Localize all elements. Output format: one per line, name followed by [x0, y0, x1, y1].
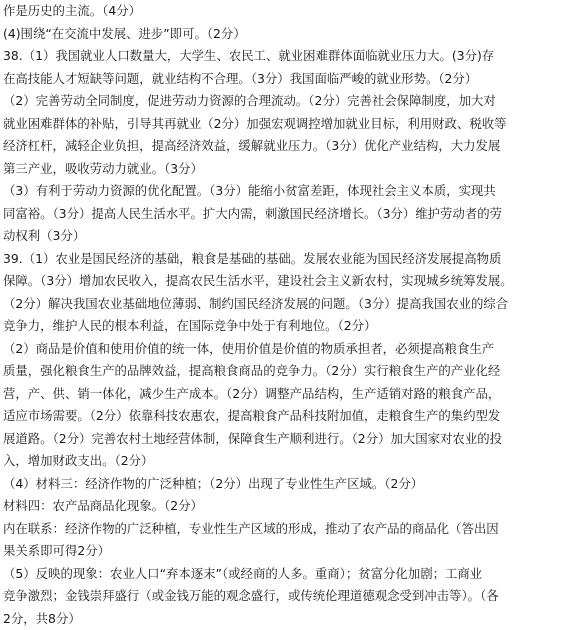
text-line: (4)围绕“在交流中发展、进步”即可。（2分）: [3, 23, 563, 46]
text-line: （4）材料三：经济作物的广泛种植；（2分）出现了专业性生产区域。（2分）: [3, 473, 563, 496]
text-line: 入，增加财政支出。（2分）: [3, 450, 563, 473]
text-line: （3）有利于劳动力资源的优化配置。（3分）能缩小贫富差距，体现社会主义本质，实现共: [3, 180, 563, 203]
text-line: 动权利（3分）: [3, 225, 563, 248]
text-line: （2）完善劳动全同制度，促进劳动力资源的合理流动。（2分）完善社会保障制度，加大对: [3, 90, 563, 113]
text-line: 适应市场需要。（2分）依靠科技农惠农，提高粮食产品科技附加值，走粮食生产的集约型发: [3, 405, 563, 428]
text-line: 竞争力，维护人民的根本利益，在国际竞争中处于有利地位。（2分）: [3, 315, 563, 338]
text-line: 内在联系：经济作物的广泛种植，专业性生产区域的形成，推动了农产品的商品化（答出因: [3, 518, 563, 541]
text-line: 保障。（3分）增加农民收入，提高农民生活水平，建设社会主义新农村，实现城乡统筹发展。: [3, 270, 563, 293]
text-line: 作是历史的主流。（4分）: [3, 0, 563, 23]
text-line: 第三产业，吸收劳动力就业。（3分）: [3, 158, 563, 181]
text-line: 2分，共8分）: [3, 608, 563, 630]
text-line: 果关系即可得2分）: [3, 540, 563, 563]
text-line: 竞争激烈；金钱崇拜盛行（或金钱万能的观念盛行，或传统伦理道德观念受到冲击等）。（各: [3, 585, 563, 608]
text-line: 同富裕。（3分）提高人民生活水平。扩大内需，刺激国民经济增长。（3分）维护劳动者的劳: [3, 203, 563, 226]
text-line: （2分）解决我国农业基础地位薄弱、制约国民经济发展的问题。（3分）提高我国农业的综合: [3, 293, 563, 316]
text-line: （2）商品是价值和使用价值的统一体，使用价值是价值的物质承担者，必须提高粮食生产: [3, 338, 563, 361]
text-line: 质量，强化粮食生产的品牌效益，提高粮食商品的竞争力。（2分）实行粮食生产的产业化经: [3, 360, 563, 383]
text-line: 在高技能人才短缺等问题，就业结构不合理。（3分）我国面临严峻的就业形势。（2分）: [3, 68, 563, 91]
answer-document: [3, 0, 563, 630]
text-line: 就业困难群体的补贴，引导其再就业（2分）加强宏观调控增加就业目标，利用财政、税收等: [3, 113, 563, 136]
text-line: 展道路。（2分）完善农村土地经营体制，保障食生产顺利进行。（2分）加大国家对农业的投: [3, 428, 563, 451]
text-line: 营，产、供、销一体化，减少生产成本。（2分）调整产品结构，生产适销对路的粮食产品，: [3, 383, 563, 406]
text-line: 38.（1）我国就业人口数量大，大学生、农民工、就业困难群体面临就业压力大。(3分)存: [3, 45, 563, 68]
text-line: 材料四：农产品商品化现象。（2分）: [3, 495, 563, 518]
text-line: 经济杠杆，减轻企业负担，提高经济效益，缓解就业压力。（3分）优化产业结构，大力发展: [3, 135, 563, 158]
text-line: 39.（1）农业是国民经济的基础，粮食是基础的基础。发展农业能为国民经济发展提高物质: [3, 248, 563, 271]
text-line: （5）反映的现象：农业人口“弃本逐末”（或经商的人多。重商）；贫富分化加剧；工商业: [3, 563, 563, 586]
